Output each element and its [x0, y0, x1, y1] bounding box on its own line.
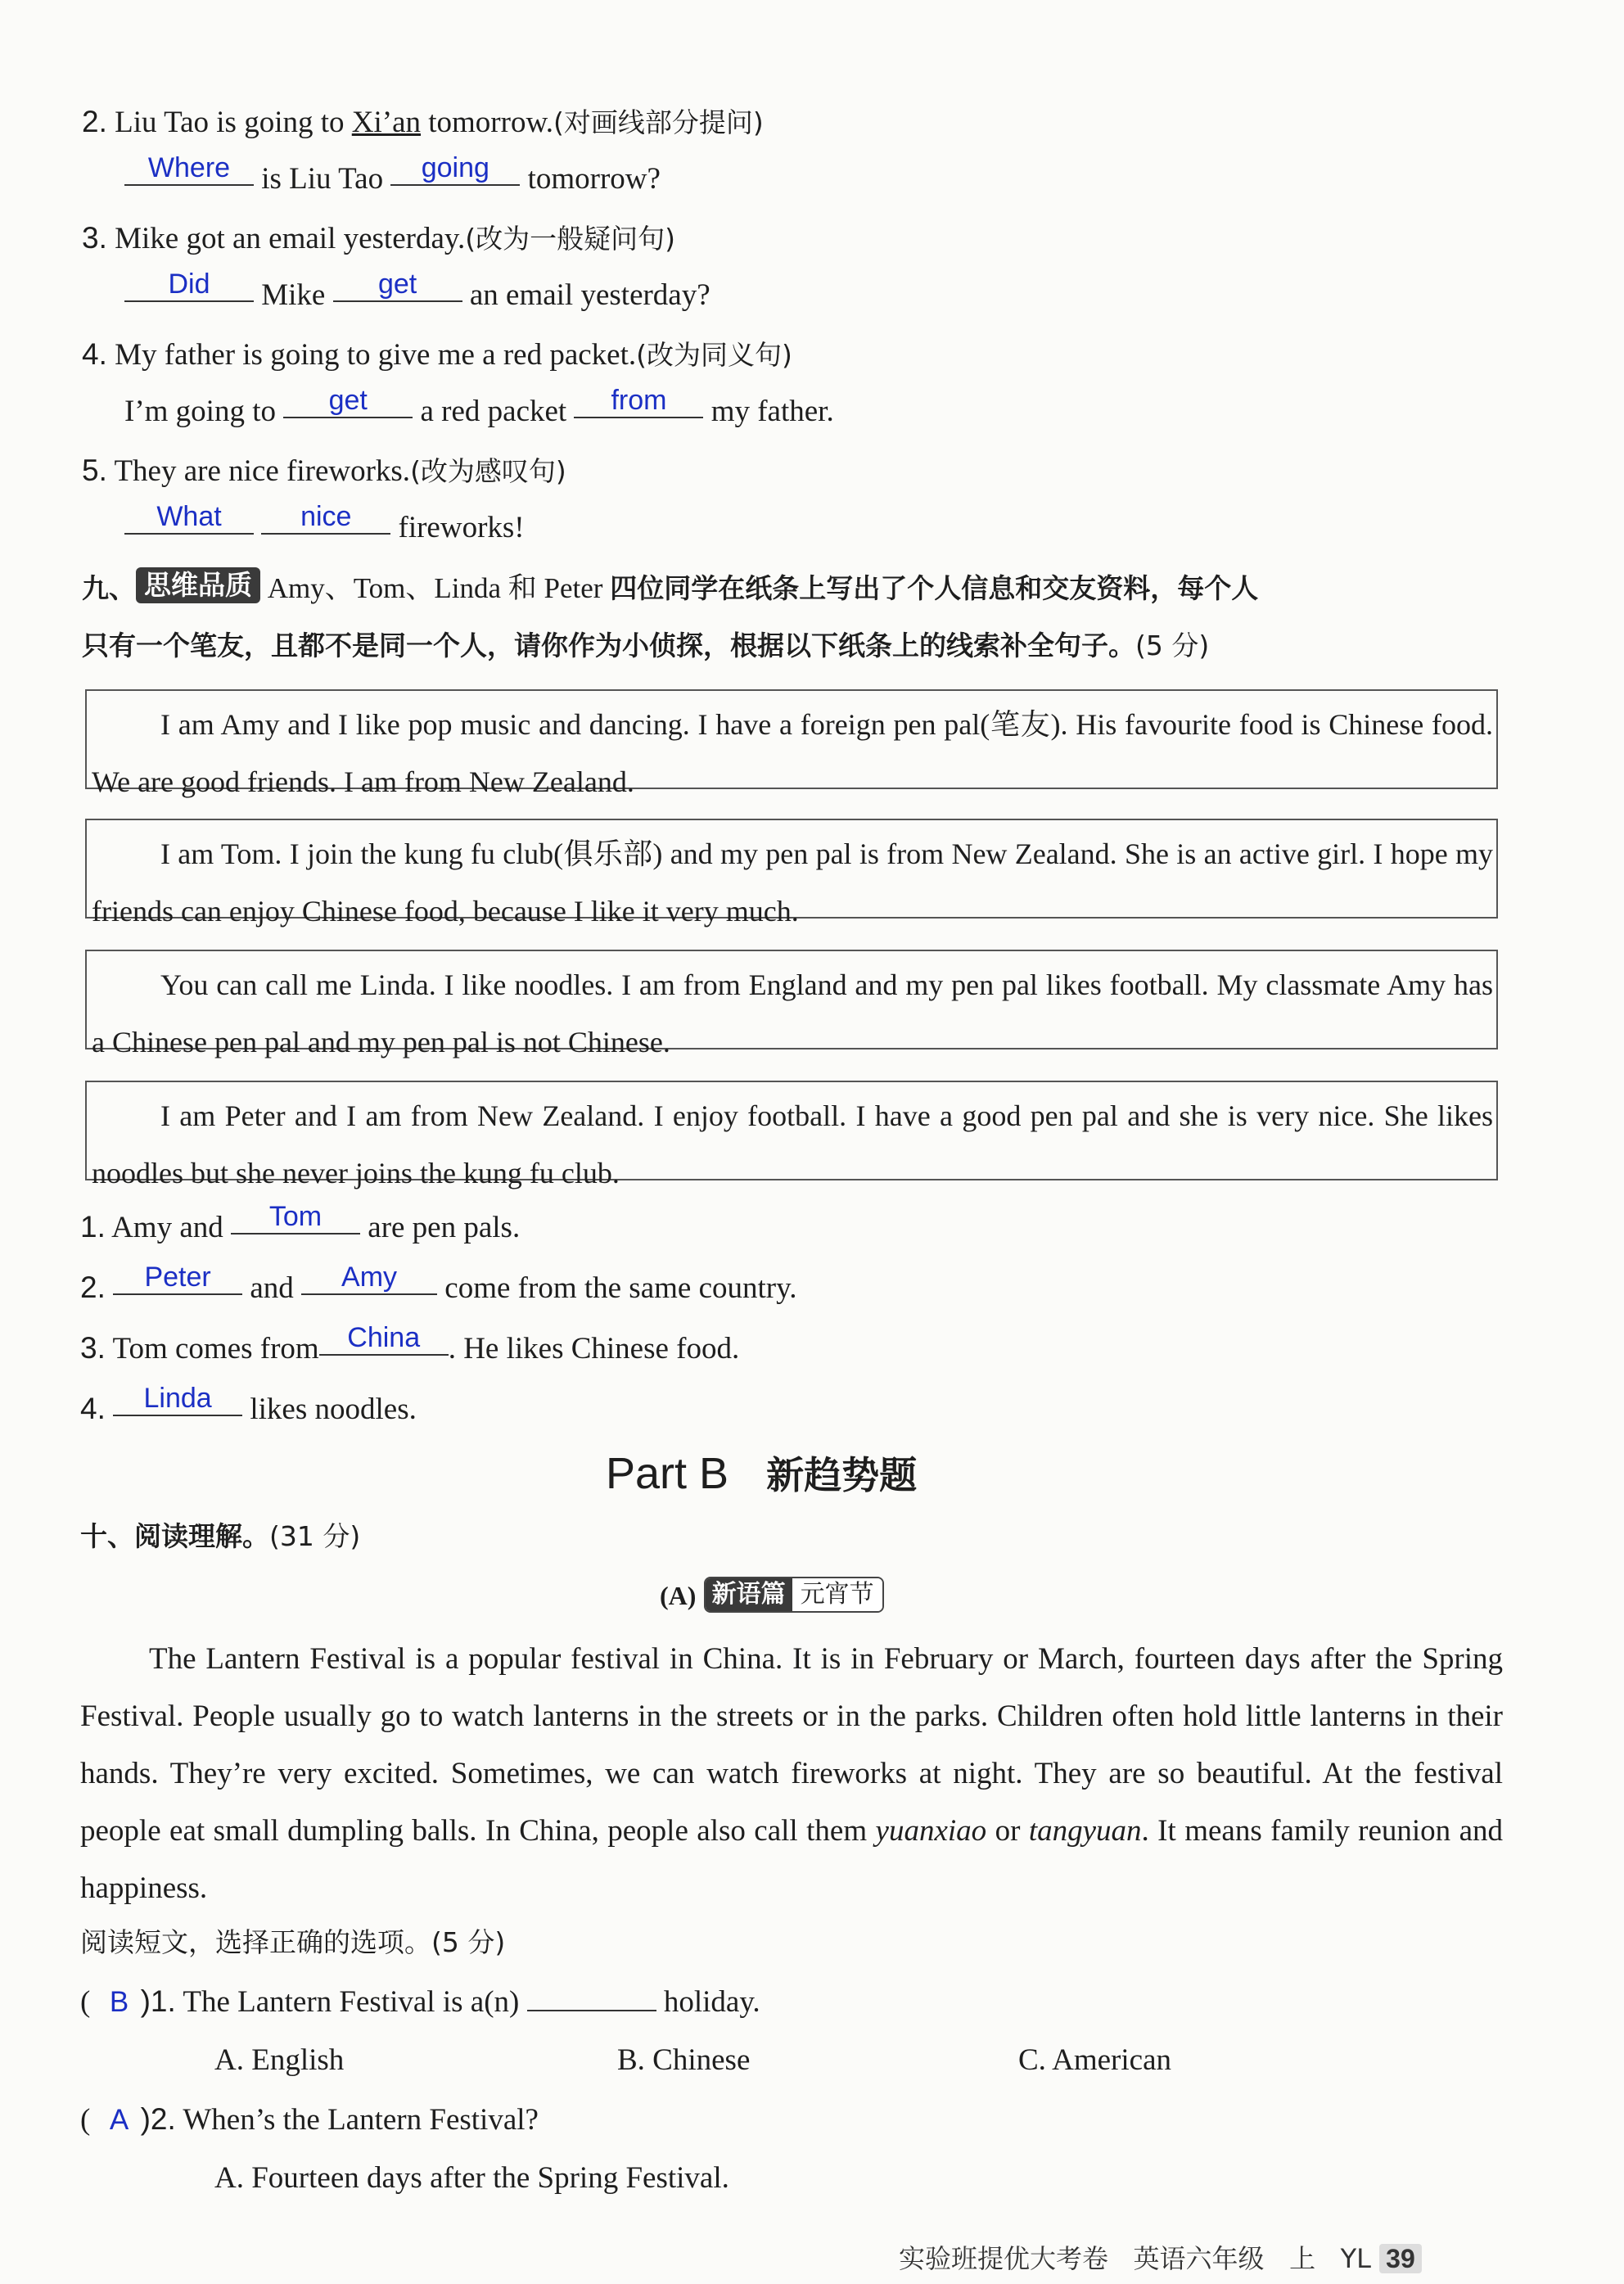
- answer-blank: [527, 2010, 656, 2011]
- choice-answer: B: [109, 1986, 129, 2018]
- s8-q3-answer: Did Mike get an email yesterday?: [124, 277, 710, 314]
- s10-q1-option-b: B. Chinese: [617, 2043, 751, 2077]
- s8-q5-answer: What nice fireworks!: [124, 509, 525, 547]
- answer-blank: Tom: [231, 1200, 360, 1235]
- answer-blank: Peter: [113, 1261, 242, 1295]
- s10-instruction: 阅读短文，选择正确的选项。(5 分): [80, 1926, 506, 1958]
- thinking-quality-badge: 思维品质: [136, 567, 260, 603]
- s8-q4-answer: I’m going to get a red packet from my father.: [124, 385, 834, 428]
- underlined-phrase: Xi’an: [351, 106, 421, 139]
- s9-q2: 2. Peter and Amy come from the same country.: [80, 1262, 797, 1305]
- s10-q1-option-a: A. English: [214, 2043, 345, 2077]
- page-footer: 实验班提优大考卷 英语六年级 上 YL 39: [899, 2238, 1422, 2276]
- s10-q1-option-c: C. American: [1018, 2043, 1172, 2077]
- note-peter: I am Peter and I am from New Zealand. I enjoy football. I have a good pen pal and she is very nice. She likes noodles but she never joins the kung fu club.: [85, 1081, 1498, 1180]
- answer-blank: nice: [261, 500, 390, 535]
- s10-heading: 十、阅读理解。(31 分): [80, 1520, 361, 1552]
- passage-tag: 新语篇 元宵节: [704, 1577, 884, 1613]
- answer-blank: Where: [124, 151, 254, 186]
- s8-q2: 2. Liu Tao is going to Xi’an tomorrow.(对画线部分提问): [82, 105, 764, 139]
- s9-heading: 九、 思维品质 Amy、Tom、Linda 和 Peter 四位同学在纸条上写出了个人信息和交友资料，每个人: [82, 569, 1259, 604]
- s9-q4: 4. Linda likes noodles.: [80, 1383, 417, 1426]
- answer-blank: Amy: [301, 1261, 437, 1295]
- answer-blank: going: [390, 151, 520, 186]
- passage-a-label: (A) 新语篇 元宵节: [660, 1577, 884, 1616]
- s8-q3: 3. Mike got an email yesterday.(改为一般疑问句): [82, 221, 675, 255]
- s10-q1: ( B )1. The Lantern Festival is a(n) holiday.: [80, 1983, 760, 2021]
- answer-blank: Did: [124, 268, 254, 302]
- answer-blank: What: [124, 500, 254, 535]
- reading-passage: The Lantern Festival is a popular festival in China. It is in February or March, fourteen days after the Spring Festival. People usually go to watch lanterns in the streets or in the parks. Children often hold little lanterns in their hands. They’re very excited. Sometimes, we can watch fireworks at night. They are so beautiful. At the festival people eat small dumpling balls. In China, people also call them yuanxiao or tangyuan. It means family reunion and happiness.: [80, 1642, 1503, 1905]
- s10-q2-option-a: A. Fourteen days after the Spring Festival.: [214, 2161, 729, 2195]
- answer-blank: get: [333, 268, 462, 302]
- answer-blank: China: [319, 1321, 449, 1356]
- answer-blank: get: [283, 384, 413, 418]
- answer-blank: from: [574, 384, 703, 418]
- s9-heading-line2: 只有一个笔友，且都不是同一个人，请你作为小侦探，根据以下纸条上的线索补全句子。(5 分): [82, 630, 1210, 661]
- choice-answer: A: [109, 2104, 129, 2136]
- s9-q1: 1. Amy and Tom are pen pals.: [80, 1201, 521, 1244]
- s8-q5: 5. They are nice fireworks.(改为感叹句): [82, 454, 566, 488]
- answer-blank: Linda: [113, 1382, 242, 1416]
- note-linda: You can call me Linda. I like noodles. I am from England and my pen pal likes football. My classmate Amy has a Chinese pen pal and my pen pal is not Chinese.: [85, 950, 1498, 1049]
- s8-q2-answer: Where is Liu Tao going tomorrow?: [124, 160, 661, 198]
- s10-q2: ( A )2. When’s the Lantern Festival?: [80, 2101, 539, 2139]
- s8-q2-number: 2.: [82, 105, 107, 138]
- part-b-title: Part B 新趋势题: [606, 1449, 918, 1498]
- s8-q4: 4. My father is going to give me a red packet.(改为同义句): [82, 337, 792, 372]
- note-tom: I am Tom. I join the kung fu club(俱乐部) and my pen pal is from New Zealand. She is an active girl. I hope my friends can enjoy Chinese food, because I like it very much.: [85, 819, 1498, 919]
- s9-q3: 3. Tom comes from China . He likes Chinese food.: [80, 1322, 740, 1365]
- note-amy: I am Amy and I like pop music and dancing. I have a foreign pen pal(笔友). His favourite food is Chinese food. We are good friends. I am from New Zealand.: [85, 689, 1498, 789]
- page-number: 39: [1379, 2244, 1422, 2273]
